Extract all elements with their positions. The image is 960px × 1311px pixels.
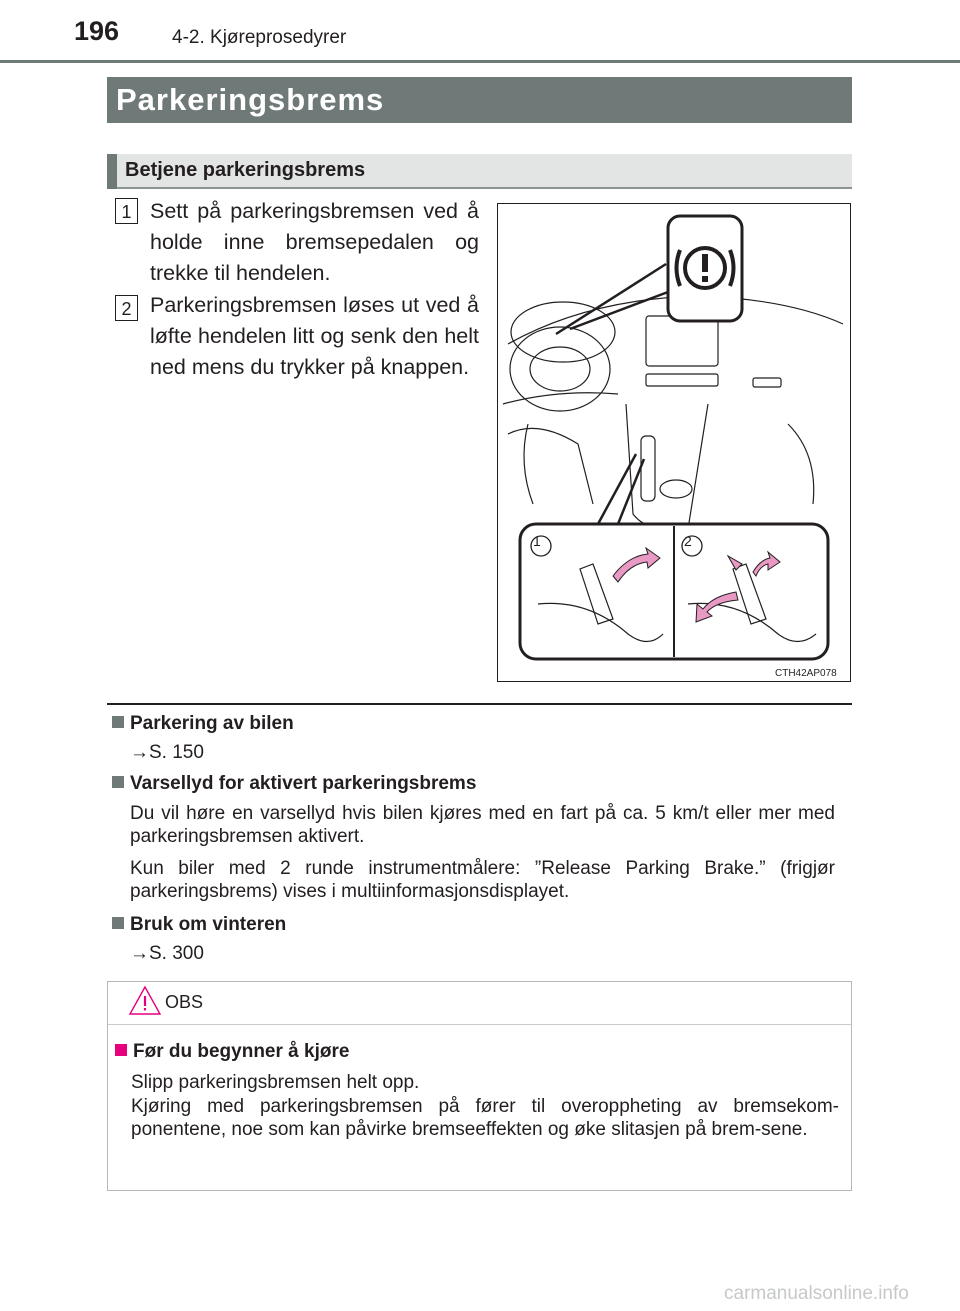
inset-1-label: 1 bbox=[533, 533, 541, 549]
page-number: 196 bbox=[74, 16, 120, 46]
note-paragraph: Kun biler med 2 runde instrumentmålere: ”Release Parking Brake.” (frigjør parkeringsbrems) vises i multiinformasjonsdisplayet. bbox=[130, 858, 835, 902]
obs-label: OBS bbox=[165, 992, 204, 1012]
note-reference: →S. 300 bbox=[130, 943, 204, 964]
instrument-cluster bbox=[511, 302, 615, 362]
illustration-drawing bbox=[498, 204, 850, 681]
note-heading: Parkering av bilen bbox=[112, 713, 294, 735]
brake-lever bbox=[641, 436, 655, 501]
square-bullet-icon bbox=[112, 917, 124, 929]
center-display bbox=[646, 316, 718, 366]
center-console bbox=[626, 404, 708, 530]
section-subtitle: Betjene parkeringsbrems bbox=[125, 159, 366, 181]
obs-divider bbox=[108, 1024, 851, 1025]
square-bullet-icon bbox=[112, 776, 124, 788]
page-title: Parkeringsbrems bbox=[116, 82, 385, 117]
step-2-text: Parkeringsbremsen løses ut ved å løfte hendelen litt og senk den helt ned mens du trykker på knappen. bbox=[150, 293, 479, 379]
note-heading: Bruk om vinteren bbox=[112, 914, 286, 936]
illustration-code: CTH42AP078 bbox=[775, 668, 837, 679]
warning-triangle-icon bbox=[128, 985, 162, 1017]
inset-2-label: 2 bbox=[684, 533, 692, 549]
chapter-title: 4-2. Kjøreprosedyrer bbox=[172, 27, 347, 48]
step-1-text: Sett på parkeringsbremsen ved å holde inne bremsepedalen og trekke til hendelen. bbox=[150, 199, 479, 285]
note-reference: →S. 150 bbox=[130, 742, 204, 763]
steering-wheel bbox=[510, 327, 610, 411]
obs-heading: Før du begynner å kjøre bbox=[115, 1041, 349, 1063]
parking-brake-illustration bbox=[497, 203, 851, 682]
step-2-badge: 2 bbox=[115, 295, 138, 321]
square-bullet-icon bbox=[115, 1044, 127, 1056]
header-rule bbox=[0, 60, 960, 63]
subtitle-accent bbox=[107, 154, 117, 189]
watermark: carmanualsonline.info bbox=[724, 1283, 909, 1304]
note-paragraph: Du vil høre en varsellyd hvis bilen kjøres med en fart på ca. 5 km/t eller mer med parkeringsbremsen aktivert. bbox=[130, 803, 835, 847]
obs-body: Slipp parkeringsbremsen helt opp. Kjøring med parkeringsbremsen på fører til overoppheting av bremsekom-ponentene, noe som kan påvirke bremseeffekten og øke slitasjen på brem-sene. bbox=[131, 1072, 839, 1140]
section-divider bbox=[107, 703, 852, 705]
step-1-badge: 1 bbox=[115, 198, 138, 224]
note-heading: Varsellyd for aktivert parkeringsbrems bbox=[112, 773, 476, 795]
square-bullet-icon bbox=[112, 716, 124, 728]
